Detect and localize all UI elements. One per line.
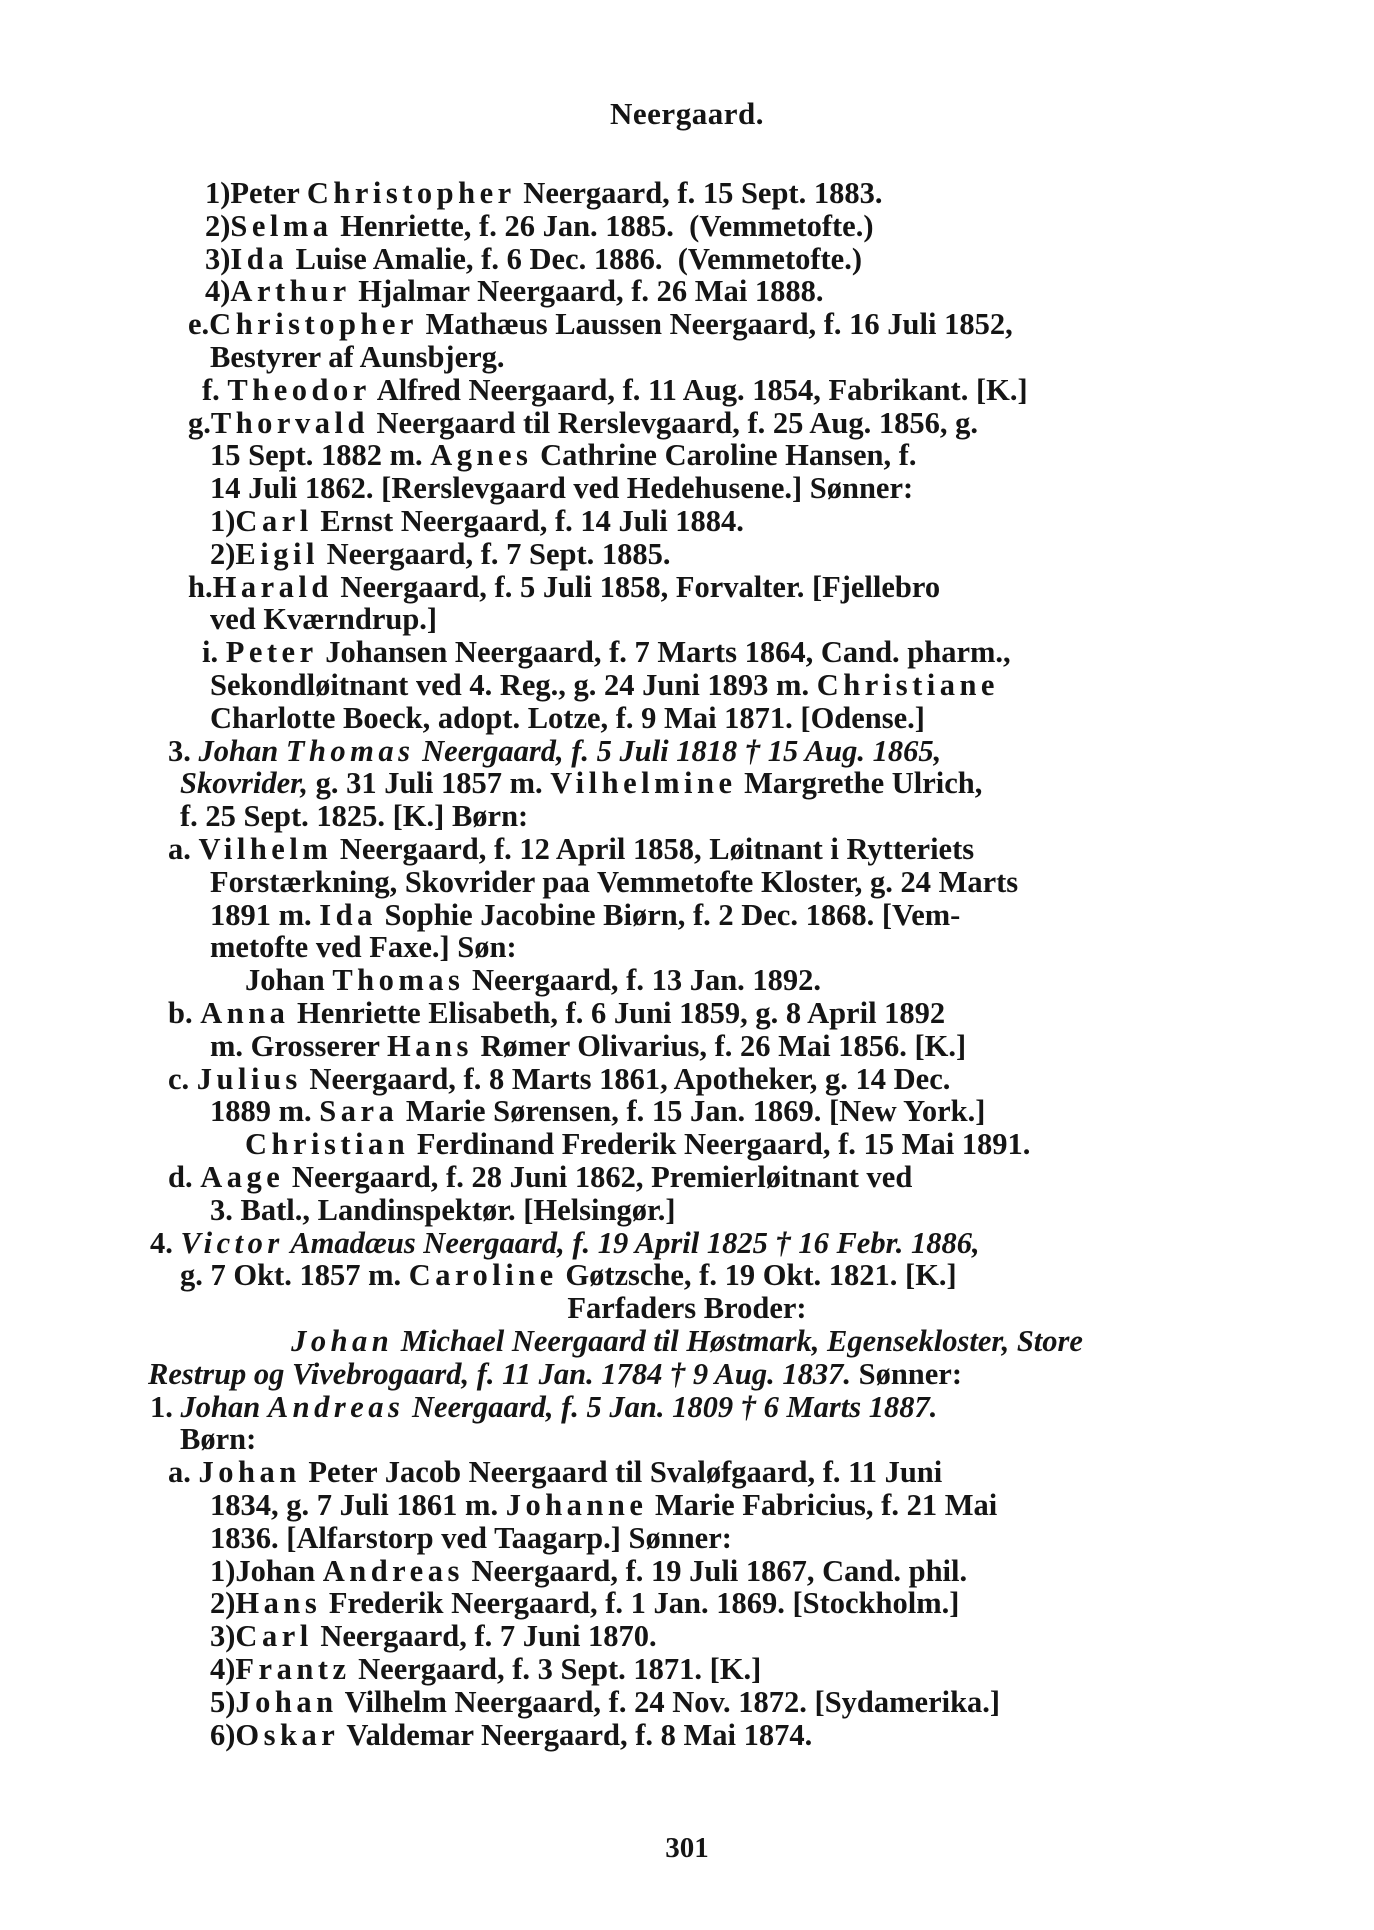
text-segment: Frantz [235, 1652, 351, 1686]
text-segment: Bestyrer af Aunsbjerg. [210, 340, 505, 374]
text-line [210, 602, 437, 637]
text-segment: 1)Peter [205, 176, 307, 210]
text-segment: Carl [235, 1619, 313, 1654]
text-segment: Michael Neergaard til Høstmark, Egensekloster, Store [393, 1324, 1083, 1358]
text-segment: Christopher [209, 307, 418, 342]
text-line [188, 406, 978, 441]
text-segment: 2) [205, 208, 231, 243]
text-line [245, 1127, 1030, 1162]
text-segment: Harald [212, 569, 333, 604]
text-line [210, 537, 670, 572]
text-line [168, 734, 941, 769]
text-segment: Neergaard, f. 5 Juli 1818 † 15 Aug. 1865, [414, 733, 942, 768]
text-segment: a. [168, 832, 199, 866]
text-line [168, 1455, 942, 1490]
text-segment: 4. [150, 1225, 181, 1260]
page-header: Neergaard. [610, 96, 764, 131]
text-segment: c. [168, 1061, 197, 1096]
text-line [210, 1554, 967, 1589]
text-segment [260, 1390, 268, 1424]
text-segment: Neergaard, f. 5 Jan. 1809 † 6 Marts 1887. [404, 1389, 938, 1424]
text-line [180, 1422, 256, 1457]
text-line [168, 1062, 950, 1097]
text-segment: Thomas [285, 733, 415, 768]
text-segment: Neergaard, f. 15 Sept. 1883. [515, 176, 883, 210]
text-segment: Charlotte Boeck, adopt. Lotze, f. 9 Mai 1871. [Odense.] [210, 700, 925, 735]
text-line [168, 832, 974, 867]
text-segment: 1) [210, 504, 236, 538]
text-line [210, 1521, 732, 1556]
text-segment: a. [168, 1455, 199, 1490]
text-segment: metofte ved Faxe.] Søn: [210, 930, 517, 965]
text-segment: Sophie Jacobine Biørn, f. 2 Dec. 1868. [Vem- [376, 897, 961, 932]
text-segment: Selma [230, 208, 333, 243]
text-segment: Ida [230, 241, 289, 276]
text-segment: Neergaard, f. 19 Juli 1867, Cand. phil. [463, 1553, 968, 1588]
text-line [210, 930, 517, 965]
text-segment: f. 25 Sept. 1825. [K.] Børn: [180, 799, 529, 834]
text-line [210, 701, 925, 736]
text-segment: Johan [245, 963, 333, 998]
text-segment: e. [188, 307, 210, 342]
text-line [210, 1586, 959, 1621]
text-segment: Forstærkning, Skovrider paa Vemmetofte Kloster, g. 24 Marts [210, 864, 1019, 899]
text-segment: Oskar [235, 1717, 340, 1752]
text-segment: Restrup og Vivebrogaard, f. 11 Jan. 1784 † 9 Aug. 1837. [148, 1356, 851, 1391]
text-line [205, 176, 882, 211]
text-segment: Neergaard til Rerslevgaard, f. 25 Aug. 1856, g. [368, 405, 978, 440]
text-segment: Johanne [505, 1488, 648, 1522]
text-line [205, 242, 862, 277]
text-segment: Johansen Neergaard, f. 7 Marts 1864, Cand. pharm., [317, 635, 1011, 670]
text-line [210, 865, 1018, 900]
text-line [202, 373, 1028, 408]
text-segment: 3. Batl., Landinspektør. [Helsingør.] [210, 1192, 676, 1227]
text-segment: Mathæus Laussen Neergaard, f. 16 Juli 1852, [417, 307, 1013, 342]
text-segment: 2) [210, 536, 236, 571]
text-line [210, 1029, 966, 1064]
text-line [210, 1652, 761, 1687]
text-segment: 3. [168, 733, 199, 768]
text-segment: 3) [205, 241, 231, 276]
text-line [210, 1718, 812, 1753]
text-segment: g. 7 Okt. 1857 m. [180, 1258, 409, 1293]
text-line [210, 1193, 676, 1228]
text-segment: 1836. [Alfarstorp ved Taagarp.] Sønner: [210, 1520, 732, 1555]
text-line [188, 307, 1013, 342]
text-line [205, 274, 824, 309]
text-segment: Sara [319, 1094, 399, 1129]
text-segment: Neergaard, f. 7 Juni 1870. [312, 1619, 657, 1654]
text-segment: Hans [387, 1028, 473, 1063]
text-segment: Amadæus Neergaard, f. 19 April 1825 † 16 Febr. 1886, [283, 1225, 980, 1260]
text-segment: Christiane [816, 668, 999, 702]
text-segment: 1889 m. [210, 1094, 320, 1129]
text-segment: i. [202, 635, 226, 670]
text-segment [278, 734, 286, 768]
text-segment: Arthur [230, 274, 351, 309]
text-segment: Johan [291, 1324, 394, 1358]
text-segment: Johan [235, 1684, 338, 1719]
text-segment: 6) [210, 1717, 236, 1752]
text-segment: Neergaard, f. 12 April 1858, Løitnant i Rytteriets [332, 832, 975, 866]
text-segment: Peter Jacob Neergaard til Svaløfgaard, f. 11 Juni [300, 1455, 943, 1490]
text-segment: 2) [210, 1586, 236, 1621]
text-segment: Alfred Neergaard, f. 11 Aug. 1854, Fabrikant. [K.] [370, 372, 1028, 407]
text-segment: Neergaard, f. 3 Sept. 1871. [K.] [350, 1652, 762, 1686]
text-segment: 1)Johan [210, 1553, 323, 1588]
text-segment: g. [188, 405, 211, 440]
text-line [205, 209, 874, 244]
text-segment: Johan [198, 1455, 301, 1490]
text-segment: Marie Fabricius, f. 21 Mai [647, 1488, 998, 1522]
text-segment: 5) [210, 1684, 236, 1719]
text-segment: m. Grosserer [210, 1028, 388, 1063]
text-segment: Farfaders Broder: [567, 1291, 807, 1326]
text-line [0, 1324, 1374, 1359]
text-segment: ved Kværndrup.] [210, 602, 438, 637]
text-segment: Caroline [408, 1258, 558, 1293]
text-line [180, 1258, 957, 1293]
text-segment: Neergaard, f. 7 Sept. 1885. [318, 536, 671, 571]
text-segment: Marie Sørensen, f. 15 Jan. 1869. [New York.] [398, 1094, 986, 1129]
text-line [210, 1685, 1000, 1720]
text-segment: Ernst Neergaard, f. 14 Juli 1884. [312, 504, 744, 538]
text-line [210, 1094, 985, 1129]
text-segment: Vilhelm Neergaard, f. 24 Nov. 1872. [Sydamerika.] [337, 1684, 1001, 1719]
text-segment: Sønner: [851, 1356, 962, 1391]
text-line [210, 340, 505, 375]
text-segment: Aage [200, 1160, 285, 1194]
text-segment: 3) [210, 1619, 236, 1654]
text-line [180, 799, 528, 834]
text-segment: Theodor [227, 372, 371, 407]
text-line [168, 1160, 912, 1195]
text-segment: Hjalmar Neergaard, f. 26 Mai 1888. [350, 274, 824, 309]
text-line [210, 1488, 997, 1523]
text-line [148, 1357, 962, 1392]
text-segment: Sekondløitnant ved 4. Reg., g. 24 Juni 1893 m. [210, 668, 817, 702]
text-segment: Christian [245, 1127, 410, 1162]
text-segment: Luise Amalie, f. 6 Dec. 1886. (Vemmetofte.) [288, 241, 863, 276]
text-segment: Skovrider, [180, 766, 308, 801]
text-segment: Margrethe Ulrich, [736, 766, 983, 801]
text-segment: Neergaard, f. 5 Juli 1858, Forvalter. [Fjellebro [332, 569, 941, 604]
text-segment: Hans [235, 1586, 322, 1621]
text-segment: Anna [200, 996, 290, 1030]
text-segment: Neergaard, f. 28 Juni 1862, Premierløitnant ved [284, 1160, 913, 1194]
text-segment: 14 Juli 1862. [Rerslevgaard ved Hedehusene.] Sønner: [210, 471, 914, 506]
text-segment: Frederik Neergaard, f. 1 Jan. 1869. [Stockholm.] [321, 1586, 960, 1621]
text-segment: Vilhelm [198, 832, 333, 866]
text-segment: f. [202, 372, 228, 407]
text-segment: Ida [319, 897, 377, 932]
text-segment: Johan [198, 733, 279, 768]
text-line [245, 963, 821, 998]
text-segment: Agnes [430, 438, 533, 473]
text-line [210, 668, 999, 703]
text-line [210, 504, 744, 539]
text-segment: 1834, g. 7 Juli 1861 m. [210, 1488, 506, 1522]
text-segment: 15 Sept. 1882 m. [210, 438, 431, 473]
text-line [210, 438, 917, 473]
text-segment: Neergaard, f. 13 Jan. 1892. [464, 963, 822, 998]
text-segment: 4) [205, 274, 231, 309]
text-segment: Andreas [267, 1389, 405, 1424]
text-segment: g. 31 Juli 1857 m. [307, 766, 551, 801]
text-segment: Andreas [322, 1553, 464, 1588]
text-segment: Gøtzsche, f. 19 Okt. 1821. [K.] [557, 1258, 957, 1293]
text-segment: Rømer Olivarius, f. 26 Mai 1856. [K.] [472, 1028, 967, 1063]
text-segment: Thomas [332, 963, 465, 998]
text-segment: Peter [225, 635, 318, 670]
text-segment: 1. [150, 1389, 181, 1424]
text-line [210, 898, 960, 933]
text-line [150, 1390, 937, 1425]
text-segment: Ferdinand Frederik Neergaard, f. 15 Mai 1891. [409, 1127, 1031, 1162]
text-segment: Carl [235, 504, 313, 538]
text-segment: Cathrine Caroline Hansen, f. [532, 438, 917, 473]
text-segment: Johan [180, 1389, 261, 1424]
text-segment: Julius [196, 1061, 302, 1096]
text-segment: d. [168, 1160, 201, 1194]
text-segment: Børn: [180, 1422, 257, 1457]
text-segment: Thorvald [210, 405, 369, 440]
text-line [0, 1291, 1374, 1326]
text-line [150, 1226, 980, 1261]
text-line [210, 1619, 657, 1654]
text-segment: 4) [210, 1652, 236, 1686]
text-segment: Victor [180, 1225, 284, 1260]
text-line [168, 996, 945, 1031]
text-segment: b. [168, 996, 201, 1030]
text-line [202, 635, 1011, 670]
text-segment: Eigil [235, 536, 319, 571]
text-segment: Vilhelmine [550, 766, 737, 801]
text-segment: Henriette Elisabeth, f. 6 Juni 1859, g. 8 April 1892 [289, 996, 946, 1030]
text-segment: Neergaard, f. 8 Marts 1861, Apotheker, g. 14 Dec. [301, 1061, 951, 1096]
text-line [188, 570, 940, 605]
text-segment: Valdemar Neergaard, f. 8 Mai 1874. [339, 1717, 813, 1752]
text-segment: Christopher [306, 176, 516, 210]
text-line [180, 766, 982, 801]
text-segment: Henriette, f. 26 Jan. 1885. (Vemmetofte.) [332, 208, 874, 243]
text-line [210, 471, 913, 506]
text-segment: 1891 m. [210, 897, 320, 932]
page-number: 301 [665, 1832, 709, 1864]
text-segment: h. [188, 569, 213, 604]
